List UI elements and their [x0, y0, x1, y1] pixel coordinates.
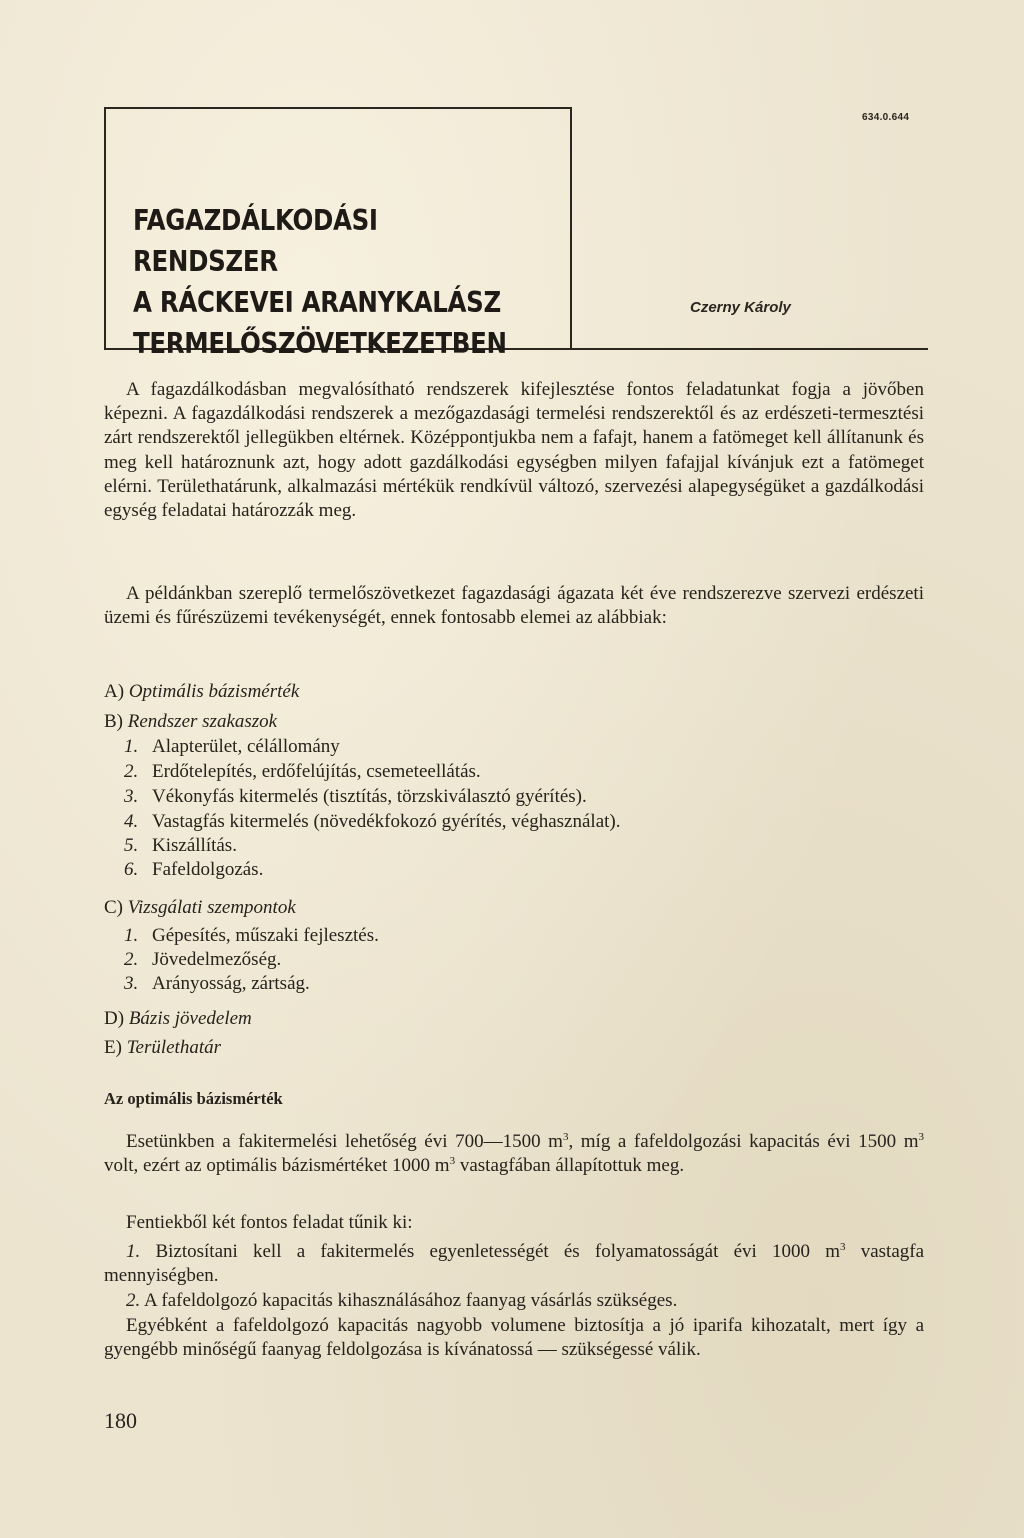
outline-letter: C) — [104, 897, 123, 918]
outline-letter: B) — [104, 711, 123, 732]
superscript: 3 — [918, 1131, 924, 1143]
title-line-1: FAGAZDÁLKODÁSI RENDSZER — [133, 204, 378, 278]
section-heading: Az optimális bázismérték — [104, 1089, 283, 1108]
outline-letter: D) — [104, 1008, 125, 1029]
article-title — [133, 200, 507, 364]
list-item — [124, 810, 621, 834]
outline-item-b — [104, 710, 277, 734]
list-text: Vastagfás kitermelés (növedékfokozó gyérítés, véghasználat). — [152, 811, 621, 832]
list-number: 3. — [124, 973, 139, 994]
list-number: 5. — [124, 835, 139, 856]
page-number: 180 — [104, 1408, 137, 1433]
list-text: Fafeldolgozás. — [152, 859, 264, 880]
list-item — [124, 948, 281, 972]
list-item — [124, 760, 481, 784]
text-run: volt, ezért az optimális bázismértéket 1000 m — [104, 1155, 450, 1177]
intro-paragraph-2: A példánkban szereplő termelőszövetkezet fagazdasági ágazata két éve rendszerezve szervezi erdészeti üzemi és fűrészüzemi tevékenységét, ennek fontosabb elemei az alábbiak: — [104, 583, 924, 629]
outline-item-a — [104, 680, 299, 704]
superscript: 3 — [562, 1131, 569, 1143]
outline-label: Optimális bázismérték — [128, 681, 300, 702]
title-box-right — [570, 107, 572, 349]
list-item — [124, 834, 237, 858]
list-number: 4. — [124, 811, 139, 832]
list-item — [124, 858, 263, 882]
text-run: Esetünkben a fakitermelési lehetőség évi 700—1500 m — [126, 1131, 563, 1152]
title-line-3: TERMELŐSZÖVETKEZETBEN — [133, 327, 507, 360]
list-number: 2. — [124, 949, 139, 970]
section-paragraph-1 — [104, 1130, 924, 1178]
outline-label: Bázis jövedelem — [128, 1008, 252, 1029]
title-line-2: A RÁCKEVEI ARANYKALÁSZ — [133, 286, 501, 319]
title-box-left — [104, 107, 106, 349]
outline-item-c — [104, 896, 296, 920]
list-item — [124, 924, 379, 948]
list-text: Arányosság, zártság. — [152, 973, 310, 994]
list-text: Vékonyfás kitermelés (tisztítás, törzskiválasztó gyérítés). — [152, 786, 587, 807]
outline-item-e — [104, 1036, 221, 1060]
task-number: 1. — [126, 1241, 141, 1262]
list-number: 2. — [124, 761, 139, 782]
list-number: 6. — [124, 859, 139, 880]
task-number: 2. — [126, 1290, 141, 1311]
udc-code: 634.0.644 — [862, 112, 910, 123]
section-paragraph-2: Fentiekből két fontos feladat tűnik ki: — [126, 1212, 413, 1233]
text-run: Biztosítani kell a fakitermelés egyenletességét és folyamatosságát évi 1000 m — [155, 1241, 840, 1262]
list-text: Erdőtelepítés, erdőfelújítás, csemeteellátás. — [152, 761, 481, 782]
list-text: Kiszállítás. — [152, 835, 237, 856]
outline-letter: A) — [104, 681, 125, 702]
list-number: 1. — [124, 736, 139, 757]
list-number: 1. — [124, 925, 139, 946]
list-number: 3. — [124, 786, 139, 807]
list-text: Jövedelmezőség. — [152, 949, 282, 970]
outline-letter: E) — [104, 1037, 122, 1058]
intro-paragraph-1: A fagazdálkodásban megvalósítható rendszerek kifejlesztése fontos feladatunkat fogja a jövőben képezni. A fagazdálkodási rendszerek a mezőgazdasági termelési rendszerektől és az erdészeti-termesztési zárt rendszerektől jellegükben eltérnek. Középpontjukba nem a fafajt, hanem a fatömeget kell állítanunk és meg kell határoznunk azt, hogy adott gazdálkodási egységben milyen fafajjal kívánjuk ezt a fatömeget elérni. Területhatárunk, alkalmazási mértékük rendkívül változó, szervezési alapegységüket a gazdálkodási egység feladatai határozzák meg. — [104, 379, 924, 522]
outline-label: Vizsgálati szempontok — [127, 897, 296, 918]
text-run: vastagfában állapítottuk meg. — [455, 1155, 685, 1177]
outline-label: Rendszer szakaszok — [127, 711, 278, 732]
text-run: , míg a fafeldolgozási kapacitás évi 1500 m — [568, 1131, 919, 1152]
task-1 — [104, 1240, 924, 1288]
superscript: 3 — [840, 1241, 846, 1253]
outline-label: Területhatár — [126, 1037, 222, 1058]
author-name: Czerny Károly — [690, 299, 791, 316]
title-box-top — [104, 107, 571, 109]
list-item — [124, 785, 587, 809]
task-2 — [104, 1289, 924, 1313]
text-run: A fafeldolgozó kapacitás kihasználásához faanyag vásárlás szükséges. — [143, 1290, 678, 1311]
list-text: Alapterület, célállomány — [152, 736, 340, 757]
list-item — [124, 972, 310, 996]
text-run: vastagfa mennyiségben. — [104, 1241, 925, 1287]
superscript: 3 — [449, 1155, 456, 1168]
section-paragraph-3: Egyébként a fafeldolgozó kapacitás nagyobb volumene biztosítja a jó iparifa kihozatalt, mert így a gyengébb minőségű faanyag feldolgozása is kívánatossá — szükségessé válik. — [104, 1315, 924, 1361]
outline-item-d — [104, 1007, 252, 1031]
list-text: Gépesítés, műszaki fejlesztés. — [152, 925, 379, 946]
list-item — [124, 735, 340, 759]
